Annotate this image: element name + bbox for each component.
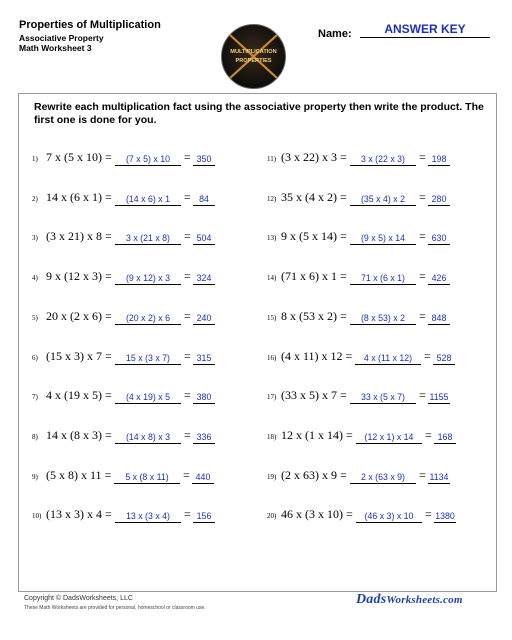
rewrite-answer: (14 x 6) x 1 <box>115 193 181 206</box>
problem-number: 12) <box>267 194 277 203</box>
problem-number: 1) <box>32 155 38 163</box>
equals-sign: = <box>184 507 191 522</box>
problem-number: 4) <box>32 274 38 283</box>
problem-number: 18) <box>267 432 277 441</box>
problem-item <box>267 503 492 523</box>
product-answer: 240 <box>193 312 215 325</box>
problem-item <box>267 265 492 285</box>
product-answer: 168 <box>434 431 456 444</box>
problem-fact: 20 x (2 x 6) = <box>46 308 112 323</box>
problem-item <box>32 464 257 484</box>
problem-number: 19) <box>267 472 277 481</box>
problem-item <box>267 225 492 245</box>
name-field: ANSWER KEY <box>360 22 490 38</box>
problem-fact: (13 x 3) x 4 = <box>46 507 112 522</box>
problem-item <box>267 345 492 365</box>
problem-number: 9) <box>32 472 38 481</box>
equals-sign: = <box>419 467 426 482</box>
brand-main: Dads <box>356 592 387 607</box>
problem-fact: 46 x (3 x 10) = <box>281 507 353 522</box>
problem-fact: 4 x (19 x 5) = <box>46 388 112 403</box>
problem-item <box>32 305 257 325</box>
equals-sign: = <box>419 308 426 323</box>
equals-sign: = <box>184 229 191 244</box>
problem-item <box>267 464 492 484</box>
rewrite-answer: 33 x (5 x 7) <box>350 391 416 404</box>
problem-fact: (15 x 3) x 7 = <box>46 348 112 363</box>
problem-fact: (4 x 11) x 12 = <box>281 348 353 363</box>
worksheet-title: Properties of Multiplication <box>19 19 161 31</box>
equals-sign: = <box>419 388 426 403</box>
product-answer: 336 <box>193 431 215 444</box>
problem-fact: (2 x 63) x 9 = <box>281 467 347 482</box>
product-answer: 1380 <box>435 511 455 522</box>
product-answer: 280 <box>428 193 450 206</box>
rewrite-answer: 71 x (6 x 1) <box>350 272 416 285</box>
name-label: Name: <box>318 28 352 40</box>
problem-item <box>32 424 257 444</box>
product-answer: 324 <box>193 272 215 285</box>
problem-number: 15) <box>267 313 277 322</box>
instructions: Rewrite each multiplication fact using the associative property then write the product. The first one is done for you. <box>34 101 484 126</box>
product-answer: 198 <box>428 153 450 166</box>
problem-fact: (71 x 6) x 1 = <box>281 269 347 284</box>
problem-fact: (5 x 8) x 11 = <box>46 467 112 482</box>
problem-item <box>267 424 492 444</box>
footer-note: These Math Worksheets are provided for personal, homeschool or classroom use. <box>24 605 206 611</box>
problem-number: 13) <box>267 234 277 243</box>
problem-fact: 12 x (1 x 14) = <box>281 427 353 442</box>
problem-number: 6) <box>32 353 38 362</box>
problem-item <box>267 305 492 325</box>
worksheet-number: Math Worksheet 3 <box>19 43 92 54</box>
problem-item <box>32 225 257 245</box>
rewrite-answer: (12 x 1) x 14 <box>356 431 422 444</box>
svg-text:PROPERTIES: PROPERTIES <box>235 58 272 64</box>
problem-number: 14) <box>267 274 277 283</box>
problem-fact: 14 x (8 x 3) = <box>46 427 112 442</box>
equals-sign: = <box>184 308 191 323</box>
problem-item <box>32 186 257 206</box>
logo-text: MULTIPLICATION <box>230 49 277 55</box>
problem-number: 11) <box>267 155 277 163</box>
footer-copyright: Copyright © DadsWorksheets, LLC <box>24 595 133 602</box>
problem-number: 2) <box>32 194 38 203</box>
product-answer: 84 <box>193 193 215 206</box>
problem-item <box>32 265 257 285</box>
problem-item <box>32 503 257 523</box>
worksheet-subtitle: Associative Property <box>19 32 104 43</box>
problem-item <box>267 384 492 404</box>
problem-fact: (3 x 22) x 3 = <box>281 150 347 164</box>
problem-item <box>32 384 257 404</box>
problem-item <box>267 186 492 206</box>
rewrite-answer: (9 x 5) x 14 <box>350 232 416 245</box>
problem-fact: (3 x 21) x 8 = <box>46 229 112 244</box>
product-answer: 156 <box>193 510 215 523</box>
equals-sign: = <box>419 269 426 284</box>
problem-fact: (33 x 5) x 7 = <box>281 388 347 403</box>
brand-logo <box>356 592 463 608</box>
rewrite-answer: 3 x (22 x 3) <box>350 153 416 166</box>
brand-sub: Worksheets.com <box>386 594 463 606</box>
product-answer: 380 <box>193 391 215 404</box>
rewrite-answer: 3 x (21 x 8) <box>115 232 181 245</box>
rewrite-answer: 2 x (63 x 9) <box>350 471 416 484</box>
multiplication-logo <box>220 23 287 90</box>
product-answer: 504 <box>193 232 215 245</box>
rewrite-answer: (8 x 53) x 2 <box>350 312 416 325</box>
problem-number: 3) <box>32 234 38 243</box>
equals-sign: = <box>184 388 191 403</box>
equals-sign: = <box>184 348 191 363</box>
equals-sign: = <box>184 189 191 204</box>
equals-sign: = <box>419 189 426 204</box>
problem-fact: 14 x (6 x 1) = <box>46 189 112 204</box>
rewrite-answer: (20 x 2) x 6 <box>115 312 181 325</box>
problem-item <box>32 345 257 365</box>
rewrite-answer: (46 x 3) x 10 <box>356 510 422 523</box>
product-answer: 528 <box>433 352 455 365</box>
problem-number: 8) <box>32 432 38 441</box>
equals-sign: = <box>425 507 432 522</box>
rewrite-answer: (7 x 5) x 10 <box>115 153 181 166</box>
rewrite-answer: (9 x 12) x 3 <box>115 272 181 285</box>
problem-number: 17) <box>267 393 277 402</box>
product-answer: 350 <box>193 153 215 166</box>
rewrite-answer: 5 x (8 x 11) <box>114 471 180 484</box>
worksheet-header <box>19 19 161 54</box>
equals-sign: = <box>424 348 431 363</box>
product-answer: 315 <box>193 352 215 365</box>
product-answer: 1134 <box>429 471 449 482</box>
equals-sign: = <box>425 427 432 442</box>
problem-number: 7) <box>32 393 38 402</box>
product-answer: 630 <box>428 232 450 245</box>
rewrite-answer: 15 x (3 x 7) <box>115 352 181 365</box>
problem-item <box>32 146 257 166</box>
rewrite-answer: (4 x 19) x 5 <box>115 391 181 404</box>
problem-fact: 9 x (12 x 3) = <box>46 269 112 284</box>
problem-fact: 8 x (53 x 2) = <box>281 308 347 323</box>
problem-number: 20) <box>267 512 277 521</box>
equals-sign: = <box>419 229 426 244</box>
problem-number: 10) <box>32 512 42 521</box>
problem-fact: 35 x (4 x 2) = <box>281 189 347 204</box>
rewrite-answer: 13 x (3 x 4) <box>115 510 181 523</box>
equals-sign: = <box>184 269 191 284</box>
problem-fact: 7 x (5 x 10) = <box>46 150 112 164</box>
product-answer: 426 <box>428 272 450 285</box>
equals-sign: = <box>184 150 191 164</box>
product-answer: 1155 <box>429 392 449 403</box>
problem-fact: 9 x (5 x 14) = <box>281 229 347 244</box>
rewrite-answer: (35 x 4) x 2 <box>350 193 416 206</box>
product-answer: 440 <box>192 471 214 484</box>
problem-item <box>267 146 492 166</box>
problem-number: 16) <box>267 353 277 362</box>
product-answer: 848 <box>428 312 450 325</box>
rewrite-answer: (14 x 8) x 3 <box>115 431 181 444</box>
rewrite-answer: 4 x (11 x 12) <box>355 352 421 365</box>
equals-sign: = <box>184 427 191 442</box>
equals-sign: = <box>183 467 190 482</box>
problem-number: 5) <box>32 313 38 322</box>
equals-sign: = <box>419 150 426 164</box>
